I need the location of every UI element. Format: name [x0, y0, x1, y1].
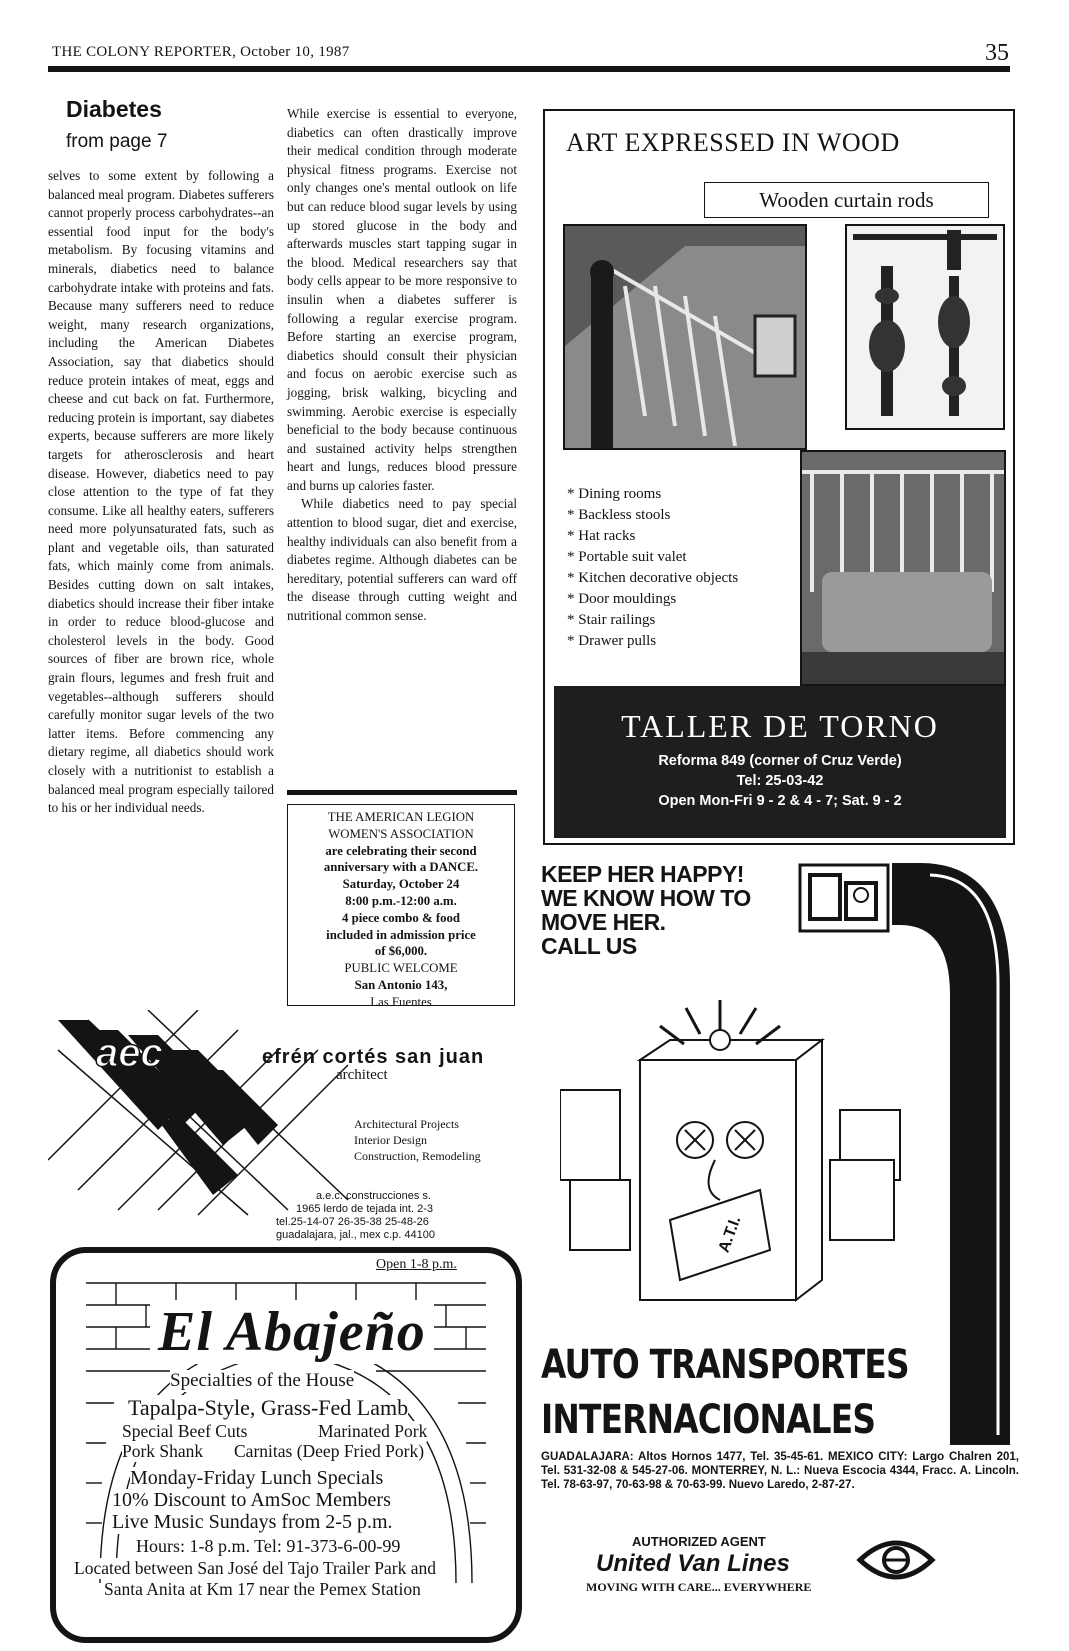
shop-address: Reforma 849 (corner of Cruz Verde): [658, 753, 902, 769]
member-discount: 10% Discount to AmSoc Members: [112, 1489, 391, 1511]
legion-line: of $6,000.: [374, 944, 428, 959]
architect-address: [276, 1190, 435, 1242]
title-line: AUTO TRANSPORTES: [541, 1342, 909, 1388]
service-item: Construction, Remodeling: [354, 1149, 481, 1163]
live-music: Live Music Sundays from 2-5 p.m.: [112, 1511, 393, 1533]
article-paragraph: selves to some extent by following a balanced meal program. Diabetes sufferers cannot properly process carbohydrates--an essential food input for the body's metabolism. By focusing vitamins and minerals, diabetics need to balance carbohydrate intake with proteins and fats. Because many sufferers need to reduce weight, many research organizations, including the American Diabetes Association, say that diabetics should reduce protein intakes of meat, eggs and cheese and cut back on fat. Furthermore, reducing protein is important, say diabetes experts, because sufferers are more likely targets for atherosclerosis and heart disease. However, diabetics need to pay close attention to the type of fat they consume. Like all healthy eaters, sufferers need more polyunsaturated fats, such as plant and vegetable oils, than saturated fats, which mainly come from animals. Besides cutting down on salt intakes, diabetics should increase their fiber intake in order to reduce blood-glucose and cholesterol levels in the body. Good sources of fiber are brown rice, whole grain flours, legumes and fresh fruit and vegetables--although sufferers should carefully monitor sugar levels of the two latter items. Before commencing any dietary regime, all diabetics should work closely with a nutritionist to establish a balanced meal program especially tailored to his or her individual needs.: [48, 168, 274, 816]
shop-name: TALLER DE TORNO: [621, 708, 939, 744]
slogan-line: CALL US: [541, 933, 637, 959]
article-column-1: [48, 167, 274, 818]
railing-photo: [800, 450, 1006, 686]
curtain-rods-label: Wooden curtain rods: [704, 182, 989, 218]
list-item: * Hat racks: [567, 528, 636, 544]
legion-line: 4 piece combo & food: [342, 910, 460, 925]
moving-addresses: GUADALAJARA: Altos Hornos 1477, Tel. 35-45-61. MEXICO CITY: Largo Chalren 201, Tel. 531-32-08 & 545-27-06. MONTERREY, N. L.: Nueva Escocia 4344, Fracc. A. Lincoln. Tel. 78-63-97, 70-63-98 & 70-63-99. Nuevo Laredo, 2-87-27.: [541, 1451, 1019, 1491]
legion-line: WOMEN'S ASSOCIATION: [328, 826, 474, 841]
legion-line: PUBLIC WELCOME: [344, 961, 458, 976]
slogan-line: WE KNOW HOW TO: [541, 885, 751, 911]
cartoon-cabinet-graphic: [560, 990, 940, 1310]
architect-services: [354, 1116, 481, 1164]
masthead-title: THE COLONY REPORTER, October 10, 1987: [52, 44, 350, 60]
list-item: * Drawer pulls: [567, 633, 657, 649]
aec-logo-text: aec: [96, 1031, 163, 1075]
address-line: 1965 lerdo de tejada int. 2-3: [296, 1203, 433, 1215]
wood-products-list: [567, 484, 738, 652]
architect-name: efrén cortés san juan: [262, 1046, 485, 1068]
legion-line: THE AMERICAN LEGION: [327, 810, 475, 824]
opening-hours-tag: Open 1-8 p.m.: [370, 1257, 463, 1273]
cabinet-label: A.T.I.: [715, 1213, 745, 1255]
service-item: Architectural Projects: [354, 1117, 459, 1131]
shop-hours: Open Mon-Fri 9 - 2 & 4 - 7; Sat. 9 - 2: [658, 793, 902, 809]
article-title: Diabetes: [66, 96, 162, 122]
slogan-line: KEEP HER HAPPY!: [541, 861, 744, 887]
hours-phone: Hours: 1-8 p.m. Tel: 91-373-6-00-99: [136, 1536, 401, 1556]
legion-dance-ad: [287, 804, 515, 1006]
moving-tagline: MOVING WITH CARE... EVERYWHERE: [586, 1580, 812, 1594]
location-line: Located between San José del Tajo Trailer Park and: [74, 1558, 436, 1578]
united-van-lines: United Van Lines: [596, 1550, 790, 1577]
auto-transportes-title: [541, 1338, 909, 1448]
list-item: * Portable suit valet: [567, 549, 687, 565]
title-line: INTERNACIONALES: [541, 1397, 876, 1443]
list-item: * Kitchen decorative objects: [567, 570, 739, 586]
lamb-item: Tapalpa-Style, Grass-Fed Lamb: [128, 1395, 409, 1420]
list-item: * Door mouldings: [567, 591, 677, 607]
article-paragraph: While exercise is essential to everyone, diabetics can often drastically improve their medical condition through moderate physical fitness programs. Exercise not only changes one's mental outlook on life but can reduce blood sugar levels by using up stored glucose in the body and afterwards muscles start tapping sugar in the blood. Medical researchers say that body cells appear to be more responsive to insulin when a diabetes sufferer is following a regular exercise program. Before starting an exercise program, diabetics should consult their physician and focus on aerobic exercise such as jogging, brisk walking, bicycling and swimming. Aerobic exercise is especially beneficial to the body because continuous and sustained activity helps strengthen heart and lungs, reduces blood pressure and burns up calories faster.: [287, 106, 517, 493]
location-line: Santa Anita at Km 17 near the Pemex Station: [104, 1579, 421, 1599]
address-line: guadalajara, jal., mex c.p. 44100: [276, 1229, 435, 1241]
united-logo-icon: [856, 1530, 936, 1590]
legion-line: Las Fuentes: [370, 994, 432, 1006]
service-item: Interior Design: [354, 1133, 427, 1147]
article-continuation: from page 7: [66, 131, 168, 152]
masthead-rule: [48, 66, 1010, 72]
beef-item: Special Beef Cuts: [122, 1421, 248, 1441]
legion-line: Saturday, October 24: [342, 877, 460, 892]
pork-shank-item: Pork Shank: [122, 1441, 204, 1461]
article-paragraph: While diabetics need to pay special attention to blood sugar, diet and exercise, healthy individuals can also benefit from a diabetes regime. Although diabetes can be hereditary, potential sufferers can ward off the disease through cutting weight and nutritional common sense.: [287, 496, 517, 624]
legion-line: included in admission price: [326, 927, 476, 942]
staircase-photo: [563, 224, 807, 450]
restaurant-name: El Abajeño: [150, 1300, 434, 1364]
legion-line: 8:00 p.m.-12:00 a.m.: [345, 893, 457, 908]
marinated-pork-item: Marinated Pork: [318, 1421, 428, 1441]
taller-de-torno-banner: [554, 686, 1006, 838]
address-line: a.e.c. construcciones s.: [316, 1190, 431, 1202]
shop-phone: Tel: 25-03-42: [736, 773, 824, 789]
page-number: 35: [985, 40, 1009, 66]
architect-role: architect: [336, 1067, 388, 1083]
article-column-2: [287, 105, 517, 626]
legion-line: anniversary with a DANCE.: [323, 860, 479, 875]
legion-line: San Antonio 143,: [354, 977, 448, 992]
slogan-line: MOVE HER.: [541, 909, 666, 935]
list-item: * Dining rooms: [567, 486, 662, 502]
carnitas-item: Carnitas (Deep Fried Pork): [234, 1441, 425, 1461]
moving-slogan: [541, 862, 751, 958]
column-rule: [287, 790, 517, 795]
address-line: tel.25-14-07 26-35-38 25-48-26: [276, 1216, 429, 1228]
aec-logo-graphic: [48, 1010, 368, 1220]
curtain-rod-finials-photo: [845, 224, 1005, 430]
lunch-specials: Monday-Friday Lunch Specials: [130, 1467, 384, 1489]
legion-line: are celebrating their second: [325, 843, 477, 858]
list-item: * Stair railings: [567, 612, 656, 628]
authorized-agent: AUTHORIZED AGENT: [632, 1534, 766, 1549]
list-item: * Backless stools: [567, 507, 671, 523]
wood-ad-title: ART EXPRESSED IN WOOD: [566, 128, 900, 157]
specialties-heading: Specialties of the House: [170, 1370, 355, 1391]
